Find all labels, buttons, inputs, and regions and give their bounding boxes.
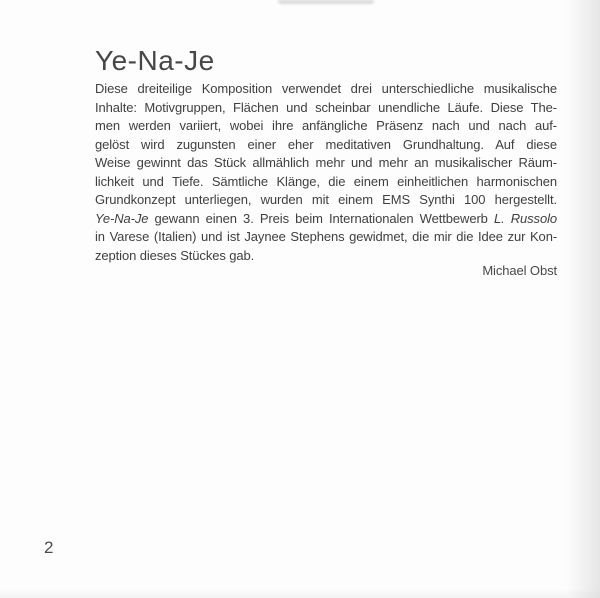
- paragraph-line: Ye-Na-Je gewann einen 3. Preis beim Internationalen Wettbewerb L. Russolo: [95, 210, 558, 226]
- paragraph-line: lichkeit und Tiefe. Sämtliche Klänge, die einem einheitlichen harmonischen: [95, 173, 558, 189]
- scan-smudge-artifact: [278, 0, 374, 4]
- paragraph-line: Inhalte: Motivgruppen, Flächen und scheinbar unendliche Läufe. Diese The-: [95, 99, 558, 115]
- paragraph-line: gelöst wird zugunsten einer eher meditativen Grundhaltung. Auf diese: [95, 136, 557, 152]
- paragraph-line: men werden variiert, wobei ihre anfängliche Präsenz nach und nach auf-: [95, 118, 557, 133]
- paragraph-line: zeption dieses Stückes gab.: [95, 247, 255, 263]
- scan-edge-shadow-bottom: [0, 588, 600, 598]
- paragraph-line: Weise gewinnt das Stück allmählich mehr und mehr an musikalischer Räum-: [95, 155, 558, 170]
- text-column: [95, 44, 557, 281]
- paragraph-line: in Varese (Italien) und ist Jaynee Stephens gewidmet, die mir die Idee zur Kon-: [95, 229, 558, 244]
- author-attribution: Michael Obst: [482, 263, 557, 278]
- paragraph-line: Diese dreiteilige Komposition verwendet drei unterschiedliche musikalische: [95, 81, 557, 96]
- paragraph-line: Grundkonzept unterliegen, wurden mit einem EMS Synthi 100 hergestellt.: [95, 192, 557, 207]
- page-title: Ye-Na-Je: [95, 45, 215, 76]
- description-paragraph: [95, 80, 557, 265]
- scan-edge-shadow-right: [566, 0, 600, 598]
- page-number: 2: [44, 538, 54, 557]
